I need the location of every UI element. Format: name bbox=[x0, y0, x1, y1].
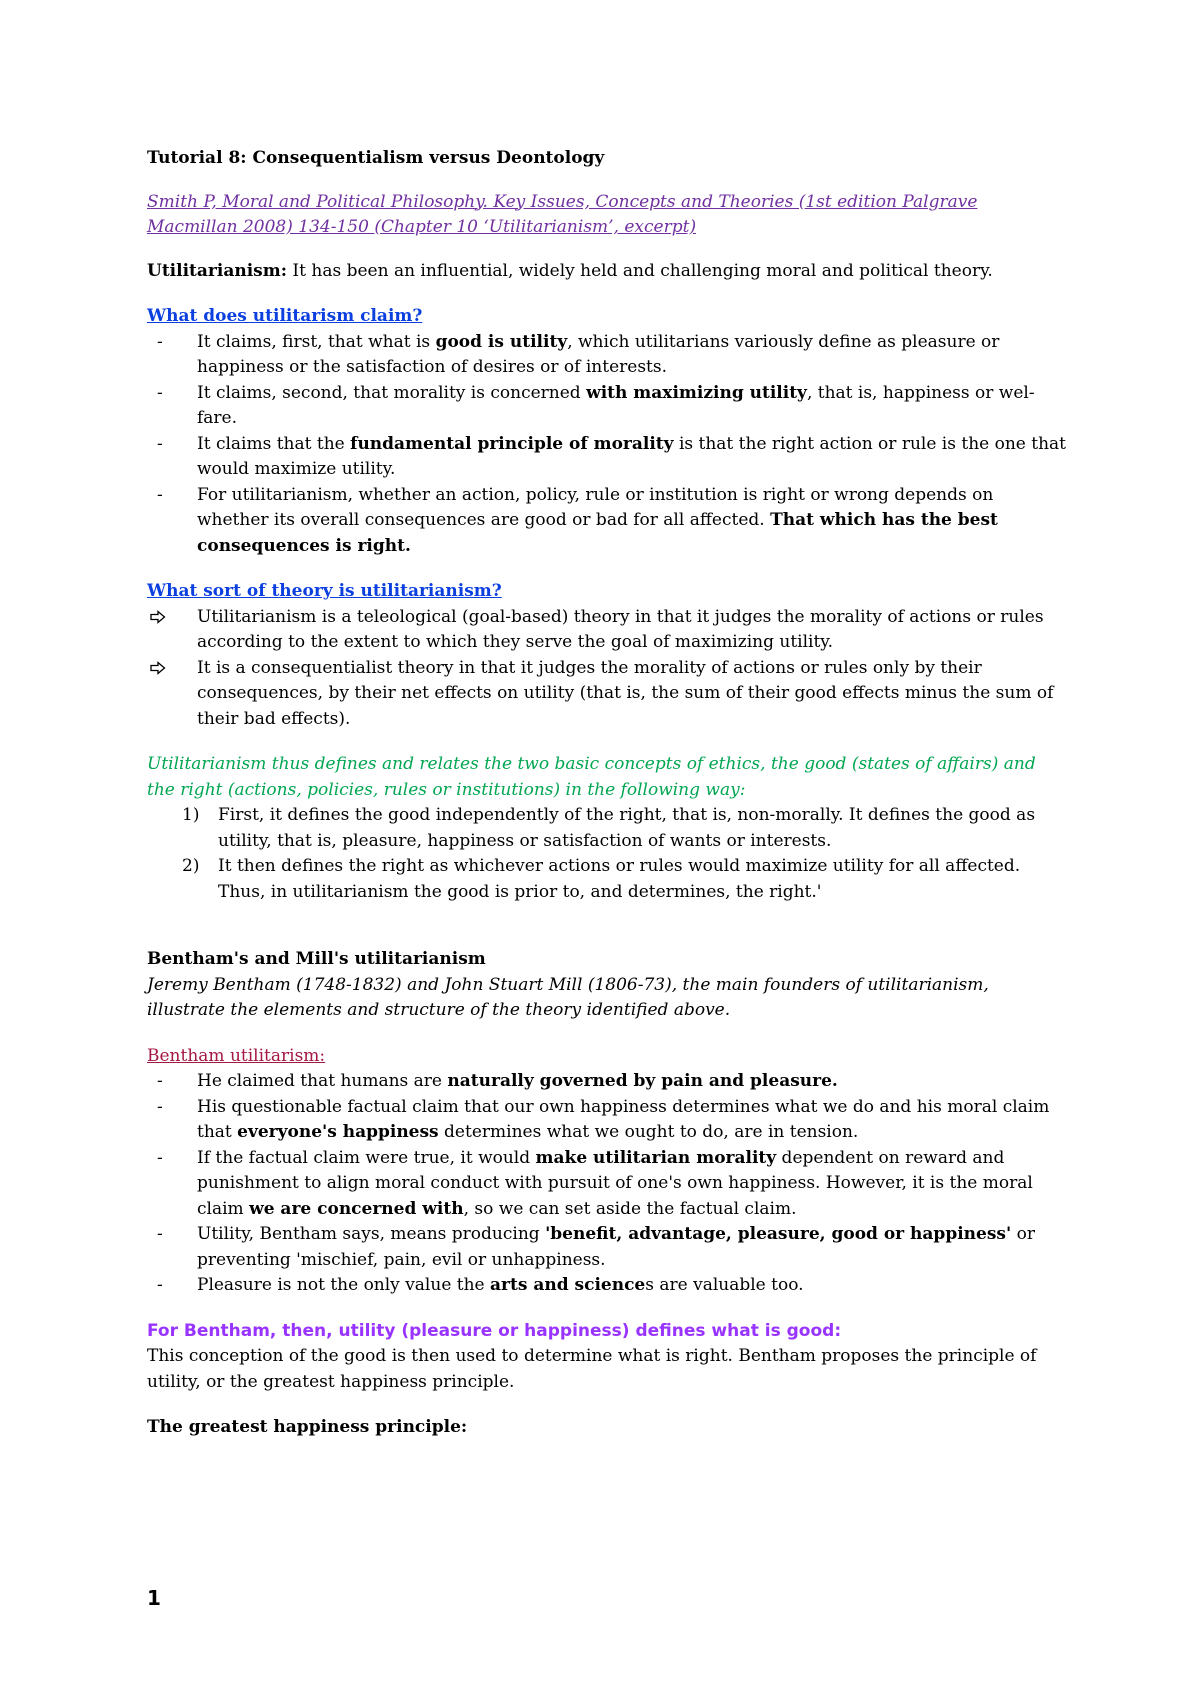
list-item: - Pleasure is not the only value the arts and sciences are valuable too. bbox=[147, 1273, 1067, 1299]
list-item: - His questionable factual claim that our own happiness determines what we do and his moral claim that everyone's happiness determines what we ought to do, are in tension. bbox=[157, 1096, 1050, 1142]
page-number: 1 bbox=[147, 1586, 161, 1610]
relation-intro: Utilitarianism thus defines and relates the two basic concepts of ethics, the good (states of affairs) and the right (actions, policies, rules or institutions) in the following way: bbox=[147, 754, 1036, 800]
list-item: 2) It then defines the right as whichever actions or rules would maximize utility for all affected. Thus, in utilitarianism the good is prior to, and determines, the right.' bbox=[182, 856, 1021, 902]
dash-marker: - bbox=[157, 1224, 163, 1244]
bentham-mill-heading: Bentham's and Mill's utilitarianism bbox=[147, 949, 486, 969]
dash-marker: - bbox=[157, 484, 163, 505]
list-item: - Utility, Bentham says, means producing 'benefit, advantage, pleasure, good or happiness' or preventing 'mischief, pain, evil or unhappiness. bbox=[157, 1224, 1035, 1270]
utility-good-heading: For Bentham, then, utility (pleasure or happiness) defines what is good: bbox=[147, 1320, 842, 1341]
claims-list bbox=[147, 330, 1067, 560]
bentham-mill-text: Jeremy Bentham (1748-1832) and John Stuart Mill (1806-73), the main founders of utilitarianism, illustrate the elements and structure of the theory identified above. bbox=[147, 974, 989, 1020]
list-item: - If the factual claim were true, it would make utilitarian morality dependent on reward and punishment to align moral conduct with pursuit of one's own happiness. However, it is the moral claim we are concerned with, so we can set aside the factual claim. bbox=[157, 1147, 1033, 1219]
bentham-list bbox=[147, 1069, 1067, 1299]
utility-good-text: This conception of the good is then used to determine what is right. Bentham proposes the principle of utility, or the greatest happiness principle. bbox=[147, 1346, 1037, 1392]
list-item: - It claims, second, that morality is concerned with maximizing utility, that is, happiness or wel-fare. bbox=[157, 382, 1035, 428]
list-item: - It claims that the fundamental principle of morality is that the right action or rule is the one that would maximize utility. bbox=[157, 433, 1066, 479]
intro-label: Utilitarianism: bbox=[147, 260, 288, 281]
list-item: Utilitarianism is a teleological (goal-based) theory in that it judges the morality of actions or rules according to the extent to which they serve the goal of maximizing utility. bbox=[147, 605, 1067, 656]
intro-text: It has been an influential, widely held and challenging moral and political theory. bbox=[287, 260, 993, 281]
dash-marker: - bbox=[157, 433, 163, 454]
dash-marker: - bbox=[157, 331, 163, 352]
intro-paragraph bbox=[147, 259, 1067, 285]
list-item: 1) First, it defines the good independently of the right, that is, non-morally. It defines the good as utility, that is, pleasure, happiness or satisfaction of wants or interests. bbox=[182, 805, 1036, 851]
citation-link[interactable]: Smith P, Moral and Political Philosophy. Key Issues, Concepts and Theories (1st edition Palgrave Macmillan 2008) 134-150 (Chapter 10 ‘Utilitarianism’, excerpt) bbox=[147, 191, 978, 237]
ghp-heading: The greatest happiness principle: bbox=[147, 1417, 468, 1437]
dash-marker: - bbox=[157, 1071, 163, 1091]
list-item: - For utilitarianism, whether an action, policy, rule or institution is right or wrong depends on whether its overall consequences are good or bad for all affected. That which has the best consequences is right. bbox=[157, 484, 998, 556]
dash-marker: - bbox=[157, 1147, 163, 1168]
document-page bbox=[147, 146, 1067, 1441]
list-item: - It claims, first, that what is good is utility, which utilitarians variously define as pleasure or happiness or the satisfaction of desires or of interests. bbox=[157, 331, 1000, 377]
list-item: It is a consequentialist theory in that it judges the morality of actions or rules only by their consequences, by their net effects on utility (that is, the sum of their good effects minus the sum of their bad effects). bbox=[147, 656, 1067, 733]
theory-list bbox=[147, 605, 1067, 733]
dash-marker: - bbox=[157, 382, 163, 403]
list-item: - He claimed that humans are naturally governed by pain and pleasure. bbox=[147, 1069, 1067, 1095]
page-title: Tutorial 8: Consequentialism versus Deontology bbox=[147, 148, 605, 168]
list-number: 1) bbox=[182, 805, 200, 825]
list-number: 2) bbox=[182, 856, 200, 876]
arrow-right-icon bbox=[150, 610, 166, 624]
relation-list bbox=[147, 803, 1067, 905]
theory-heading: What sort of theory is utilitarianism? bbox=[147, 581, 502, 601]
dash-marker: - bbox=[157, 1275, 163, 1295]
bentham-heading: Bentham utilitarism: bbox=[147, 1045, 326, 1066]
arrow-right-icon bbox=[150, 661, 166, 675]
dash-marker: - bbox=[157, 1096, 163, 1117]
claims-heading: What does utilitarism claim? bbox=[147, 306, 423, 326]
